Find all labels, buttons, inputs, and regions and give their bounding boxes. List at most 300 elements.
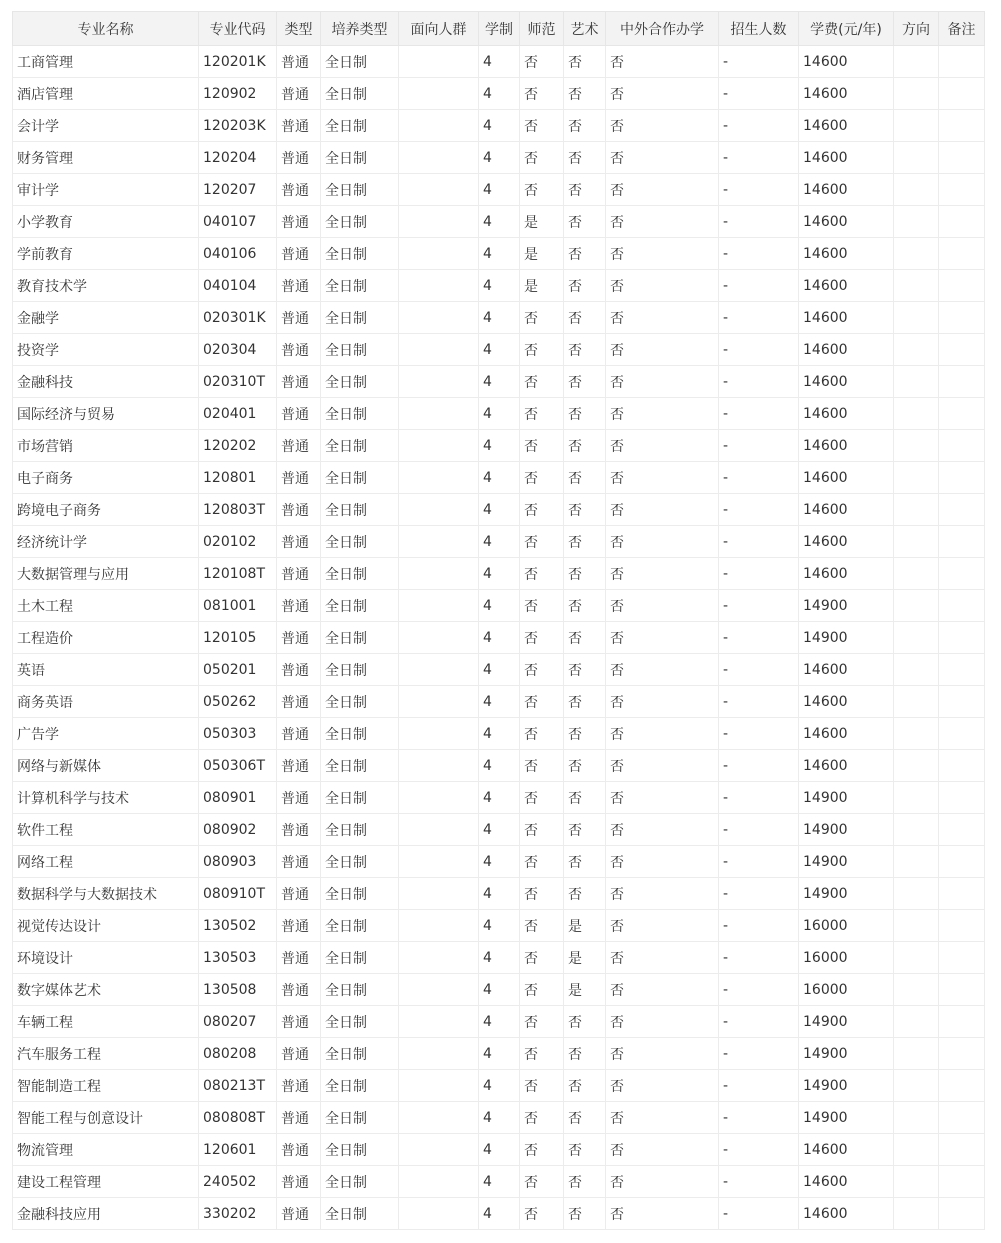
- col-major-code-cell: 080901: [199, 782, 277, 814]
- col-remarks-cell: [939, 814, 985, 846]
- col-major-code-cell: 330202: [199, 1198, 277, 1230]
- col-major-code-cell: 120803T: [199, 494, 277, 526]
- col-major-code-cell: 120207: [199, 174, 277, 206]
- col-sino-foreign-cell: 否: [606, 878, 719, 910]
- col-training-type-cell: 全日制: [321, 1070, 399, 1102]
- col-audience-cell: [399, 526, 479, 558]
- col-direction-cell: [894, 622, 939, 654]
- col-duration-cell: 4: [479, 1134, 520, 1166]
- col-major-code-cell: 080808T: [199, 1102, 277, 1134]
- col-remarks-cell: [939, 334, 985, 366]
- col-major-name-cell: 学前教育: [13, 238, 199, 270]
- col-normal-school-cell: 否: [520, 78, 564, 110]
- col-audience-cell: [399, 142, 479, 174]
- col-tuition-cell: 14600: [799, 654, 894, 686]
- col-tuition-cell: 14600: [799, 174, 894, 206]
- col-major-code-cell: 080902: [199, 814, 277, 846]
- col-direction-cell: [894, 366, 939, 398]
- col-training-type-cell: 全日制: [321, 782, 399, 814]
- col-normal-school-cell: 否: [520, 782, 564, 814]
- col-training-type-cell: 全日制: [321, 462, 399, 494]
- col-normal-school-cell: 否: [520, 462, 564, 494]
- col-training-type-cell: 全日制: [321, 302, 399, 334]
- col-duration-cell: 4: [479, 974, 520, 1006]
- col-art-cell: 否: [564, 494, 606, 526]
- col-training-type-cell: 全日制: [321, 654, 399, 686]
- col-tuition-cell: 14600: [799, 206, 894, 238]
- col-duration-cell: 4: [479, 110, 520, 142]
- col-direction-cell: [894, 270, 939, 302]
- col-normal-school-cell: 否: [520, 398, 564, 430]
- table-row: [13, 558, 985, 590]
- col-major-name-cell: 金融科技应用: [13, 1198, 199, 1230]
- col-type-cell: 普通: [277, 366, 321, 398]
- col-major-name-cell: 投资学: [13, 334, 199, 366]
- col-art-cell: 否: [564, 398, 606, 430]
- col-sino-foreign-cell: 否: [606, 846, 719, 878]
- col-type-cell: 普通: [277, 622, 321, 654]
- col-audience-cell: [399, 110, 479, 142]
- col-enrollment-cell: -: [719, 302, 799, 334]
- col-sino-foreign-cell: 否: [606, 366, 719, 398]
- col-training-type-cell: 全日制: [321, 238, 399, 270]
- col-direction-cell: [894, 110, 939, 142]
- col-audience-cell: [399, 942, 479, 974]
- col-sino-foreign-cell: 否: [606, 654, 719, 686]
- col-remarks-cell: [939, 1070, 985, 1102]
- col-direction-cell: [894, 654, 939, 686]
- table-row: [13, 1038, 985, 1070]
- col-direction-cell: [894, 942, 939, 974]
- col-major-code-header: 专业代码: [199, 12, 277, 46]
- col-audience-cell: [399, 910, 479, 942]
- col-type-cell: 普通: [277, 334, 321, 366]
- col-major-name-cell: 智能制造工程: [13, 1070, 199, 1102]
- col-training-type-cell: 全日制: [321, 110, 399, 142]
- col-direction-cell: [894, 1198, 939, 1230]
- col-major-name-cell: 土木工程: [13, 590, 199, 622]
- col-major-code-cell: 050306T: [199, 750, 277, 782]
- col-normal-school-cell: 是: [520, 238, 564, 270]
- col-major-code-cell: 080213T: [199, 1070, 277, 1102]
- col-remarks-cell: [939, 110, 985, 142]
- col-enrollment-cell: -: [719, 718, 799, 750]
- col-major-code-cell: 120801: [199, 462, 277, 494]
- col-direction-cell: [894, 1166, 939, 1198]
- major-table-container: [12, 11, 984, 1230]
- col-tuition-cell: 14600: [799, 302, 894, 334]
- col-direction-cell: [894, 174, 939, 206]
- col-art-cell: 是: [564, 942, 606, 974]
- col-direction-cell: [894, 1134, 939, 1166]
- col-duration-cell: 4: [479, 46, 520, 78]
- col-audience-cell: [399, 366, 479, 398]
- col-training-type-cell: 全日制: [321, 430, 399, 462]
- col-enrollment-cell: -: [719, 1070, 799, 1102]
- col-type-cell: 普通: [277, 302, 321, 334]
- col-enrollment-cell: -: [719, 270, 799, 302]
- col-direction-cell: [894, 974, 939, 1006]
- col-enrollment-cell: -: [719, 622, 799, 654]
- col-audience-cell: [399, 590, 479, 622]
- col-training-type-cell: 全日制: [321, 942, 399, 974]
- col-major-name-cell: 工商管理: [13, 46, 199, 78]
- table-row: [13, 878, 985, 910]
- col-training-type-cell: 全日制: [321, 1134, 399, 1166]
- table-row: [13, 718, 985, 750]
- col-training-type-cell: 全日制: [321, 174, 399, 206]
- col-enrollment-cell: -: [719, 878, 799, 910]
- col-art-cell: 否: [564, 558, 606, 590]
- col-sino-foreign-cell: 否: [606, 494, 719, 526]
- col-direction-cell: [894, 1038, 939, 1070]
- col-sino-foreign-cell: 否: [606, 174, 719, 206]
- table-row: [13, 622, 985, 654]
- col-normal-school-cell: 否: [520, 334, 564, 366]
- col-type-cell: 普通: [277, 238, 321, 270]
- table-row: [13, 494, 985, 526]
- col-art-cell: 否: [564, 718, 606, 750]
- col-remarks-cell: [939, 366, 985, 398]
- col-major-name-cell: 智能工程与创意设计: [13, 1102, 199, 1134]
- col-type-cell: 普通: [277, 590, 321, 622]
- col-major-code-cell: 080910T: [199, 878, 277, 910]
- col-tuition-cell: 14600: [799, 142, 894, 174]
- col-art-cell: 否: [564, 1102, 606, 1134]
- col-audience-cell: [399, 1006, 479, 1038]
- col-remarks-cell: [939, 1038, 985, 1070]
- col-major-name-cell: 小学教育: [13, 206, 199, 238]
- col-type-cell: 普通: [277, 270, 321, 302]
- col-major-name-header: 专业名称: [13, 12, 199, 46]
- col-sino-foreign-cell: 否: [606, 750, 719, 782]
- col-tuition-cell: 14600: [799, 558, 894, 590]
- col-normal-school-cell: 否: [520, 718, 564, 750]
- col-audience-cell: [399, 718, 479, 750]
- col-direction-cell: [894, 78, 939, 110]
- col-type-cell: 普通: [277, 1198, 321, 1230]
- col-major-name-cell: 大数据管理与应用: [13, 558, 199, 590]
- col-tuition-cell: 14600: [799, 1198, 894, 1230]
- major-table: [12, 11, 985, 1230]
- col-sino-foreign-cell: 否: [606, 1134, 719, 1166]
- col-type-cell: 普通: [277, 398, 321, 430]
- col-training-type-cell: 全日制: [321, 974, 399, 1006]
- col-enrollment-cell: -: [719, 1134, 799, 1166]
- col-audience-cell: [399, 750, 479, 782]
- col-enrollment-cell: -: [719, 590, 799, 622]
- table-row: [13, 846, 985, 878]
- col-duration-cell: 4: [479, 174, 520, 206]
- col-major-code-cell: 080903: [199, 846, 277, 878]
- col-art-cell: 否: [564, 686, 606, 718]
- col-enrollment-cell: -: [719, 430, 799, 462]
- col-audience-cell: [399, 46, 479, 78]
- col-enrollment-header: 招生人数: [719, 12, 799, 46]
- table-row: [13, 1006, 985, 1038]
- col-sino-foreign-cell: 否: [606, 686, 719, 718]
- col-art-cell: 否: [564, 782, 606, 814]
- col-major-code-cell: 040104: [199, 270, 277, 302]
- col-audience-cell: [399, 206, 479, 238]
- table-row: [13, 398, 985, 430]
- col-tuition-header: 学费(元/年): [799, 12, 894, 46]
- col-audience-cell: [399, 1038, 479, 1070]
- col-major-name-cell: 酒店管理: [13, 78, 199, 110]
- col-major-name-cell: 教育技术学: [13, 270, 199, 302]
- col-tuition-cell: 14900: [799, 782, 894, 814]
- col-audience-cell: [399, 686, 479, 718]
- col-art-cell: 否: [564, 110, 606, 142]
- table-row: [13, 590, 985, 622]
- col-tuition-cell: 14600: [799, 238, 894, 270]
- col-direction-cell: [894, 782, 939, 814]
- table-row: [13, 366, 985, 398]
- col-remarks-cell: [939, 494, 985, 526]
- col-training-type-cell: 全日制: [321, 910, 399, 942]
- col-training-type-cell: 全日制: [321, 750, 399, 782]
- col-tuition-cell: 14600: [799, 686, 894, 718]
- col-direction-cell: [894, 46, 939, 78]
- table-row: [13, 270, 985, 302]
- col-tuition-cell: 14600: [799, 270, 894, 302]
- col-major-name-cell: 环境设计: [13, 942, 199, 974]
- col-enrollment-cell: -: [719, 174, 799, 206]
- col-art-cell: 是: [564, 974, 606, 1006]
- col-remarks-cell: [939, 78, 985, 110]
- col-remarks-cell: [939, 654, 985, 686]
- col-remarks-cell: [939, 750, 985, 782]
- col-normal-school-cell: 否: [520, 142, 564, 174]
- col-direction-cell: [894, 750, 939, 782]
- col-sino-foreign-cell: 否: [606, 1102, 719, 1134]
- col-major-name-cell: 建设工程管理: [13, 1166, 199, 1198]
- col-normal-school-cell: 否: [520, 974, 564, 1006]
- col-training-type-cell: 全日制: [321, 206, 399, 238]
- col-enrollment-cell: -: [719, 46, 799, 78]
- col-art-cell: 否: [564, 142, 606, 174]
- col-sino-foreign-cell: 否: [606, 1070, 719, 1102]
- col-major-name-cell: 物流管理: [13, 1134, 199, 1166]
- col-tuition-cell: 14900: [799, 1070, 894, 1102]
- col-remarks-cell: [939, 302, 985, 334]
- col-remarks-cell: [939, 1006, 985, 1038]
- col-normal-school-cell: 否: [520, 654, 564, 686]
- col-sino-foreign-cell: 否: [606, 974, 719, 1006]
- col-direction-cell: [894, 494, 939, 526]
- col-training-type-cell: 全日制: [321, 1198, 399, 1230]
- col-enrollment-cell: -: [719, 814, 799, 846]
- col-training-type-cell: 全日制: [321, 622, 399, 654]
- col-sino-foreign-cell: 否: [606, 622, 719, 654]
- col-audience-cell: [399, 558, 479, 590]
- col-direction-cell: [894, 846, 939, 878]
- col-tuition-cell: 14600: [799, 462, 894, 494]
- col-major-code-cell: 120902: [199, 78, 277, 110]
- col-major-name-cell: 数字媒体艺术: [13, 974, 199, 1006]
- col-major-code-cell: 120108T: [199, 558, 277, 590]
- col-remarks-cell: [939, 622, 985, 654]
- col-duration-cell: 4: [479, 1198, 520, 1230]
- table-row: [13, 174, 985, 206]
- col-normal-school-cell: 否: [520, 686, 564, 718]
- col-remarks-cell: [939, 398, 985, 430]
- table-row: [13, 1134, 985, 1166]
- col-major-code-cell: 040107: [199, 206, 277, 238]
- col-direction-cell: [894, 430, 939, 462]
- col-training-type-cell: 全日制: [321, 398, 399, 430]
- col-tuition-cell: 14600: [799, 78, 894, 110]
- col-major-code-cell: 130503: [199, 942, 277, 974]
- col-training-type-cell: 全日制: [321, 78, 399, 110]
- col-type-cell: 普通: [277, 1134, 321, 1166]
- col-enrollment-cell: -: [719, 686, 799, 718]
- col-major-name-cell: 网络工程: [13, 846, 199, 878]
- col-remarks-cell: [939, 942, 985, 974]
- col-normal-school-cell: 否: [520, 814, 564, 846]
- col-audience-cell: [399, 878, 479, 910]
- col-major-code-cell: 020301K: [199, 302, 277, 334]
- col-training-type-cell: 全日制: [321, 526, 399, 558]
- col-audience-cell: [399, 814, 479, 846]
- col-major-code-cell: 120204: [199, 142, 277, 174]
- col-enrollment-cell: -: [719, 1166, 799, 1198]
- col-art-cell: 否: [564, 270, 606, 302]
- col-major-name-cell: 金融学: [13, 302, 199, 334]
- col-remarks-cell: [939, 878, 985, 910]
- col-normal-school-cell: 是: [520, 270, 564, 302]
- col-tuition-cell: 16000: [799, 942, 894, 974]
- col-normal-school-cell: 否: [520, 1070, 564, 1102]
- col-normal-school-cell: 否: [520, 622, 564, 654]
- col-training-type-cell: 全日制: [321, 590, 399, 622]
- col-major-name-cell: 车辆工程: [13, 1006, 199, 1038]
- col-direction-cell: [894, 1006, 939, 1038]
- col-training-type-cell: 全日制: [321, 494, 399, 526]
- col-training-type-cell: 全日制: [321, 142, 399, 174]
- col-enrollment-cell: -: [719, 238, 799, 270]
- col-type-cell: 普通: [277, 78, 321, 110]
- col-tuition-cell: 14600: [799, 398, 894, 430]
- col-training-type-cell: 全日制: [321, 334, 399, 366]
- col-art-header: 艺术: [564, 12, 606, 46]
- col-audience-cell: [399, 174, 479, 206]
- col-enrollment-cell: -: [719, 334, 799, 366]
- col-major-code-cell: 080208: [199, 1038, 277, 1070]
- col-type-cell: 普通: [277, 686, 321, 718]
- col-direction-cell: [894, 334, 939, 366]
- col-major-name-cell: 跨境电子商务: [13, 494, 199, 526]
- col-sino-foreign-cell: 否: [606, 398, 719, 430]
- col-art-cell: 否: [564, 238, 606, 270]
- col-tuition-cell: 14900: [799, 590, 894, 622]
- col-enrollment-cell: -: [719, 1198, 799, 1230]
- col-sino-foreign-cell: 否: [606, 302, 719, 334]
- col-enrollment-cell: -: [719, 910, 799, 942]
- col-tuition-cell: 14600: [799, 494, 894, 526]
- col-direction-cell: [894, 302, 939, 334]
- col-duration-cell: 4: [479, 78, 520, 110]
- col-sino-foreign-cell: 否: [606, 110, 719, 142]
- col-sino-foreign-cell: 否: [606, 558, 719, 590]
- col-art-cell: 否: [564, 1198, 606, 1230]
- col-tuition-cell: 16000: [799, 910, 894, 942]
- col-duration-cell: 4: [479, 942, 520, 974]
- header-row: [13, 12, 985, 46]
- col-enrollment-cell: -: [719, 462, 799, 494]
- col-art-cell: 否: [564, 622, 606, 654]
- col-tuition-cell: 14600: [799, 366, 894, 398]
- col-duration-cell: 4: [479, 558, 520, 590]
- col-art-cell: 否: [564, 846, 606, 878]
- col-audience-cell: [399, 846, 479, 878]
- col-art-cell: 否: [564, 1006, 606, 1038]
- col-remarks-cell: [939, 974, 985, 1006]
- table-row: [13, 1198, 985, 1230]
- col-duration-cell: 4: [479, 494, 520, 526]
- col-normal-school-cell: 否: [520, 558, 564, 590]
- col-art-cell: 否: [564, 1166, 606, 1198]
- col-tuition-cell: 14600: [799, 718, 894, 750]
- col-duration-cell: 4: [479, 366, 520, 398]
- table-row: [13, 814, 985, 846]
- col-art-cell: 否: [564, 462, 606, 494]
- col-audience-cell: [399, 78, 479, 110]
- col-art-cell: 否: [564, 878, 606, 910]
- col-remarks-cell: [939, 206, 985, 238]
- col-duration-cell: 4: [479, 398, 520, 430]
- col-sino-foreign-cell: 否: [606, 78, 719, 110]
- table-row: [13, 750, 985, 782]
- col-major-code-cell: 240502: [199, 1166, 277, 1198]
- col-type-cell: 普通: [277, 1166, 321, 1198]
- col-tuition-cell: 14900: [799, 622, 894, 654]
- col-direction-header: 方向: [894, 12, 939, 46]
- col-major-name-cell: 市场营销: [13, 430, 199, 462]
- col-duration-cell: 4: [479, 910, 520, 942]
- col-major-code-cell: 020310T: [199, 366, 277, 398]
- table-row: [13, 654, 985, 686]
- col-major-name-cell: 软件工程: [13, 814, 199, 846]
- col-sino-foreign-cell: 否: [606, 782, 719, 814]
- col-audience-cell: [399, 398, 479, 430]
- table-row: [13, 686, 985, 718]
- col-type-cell: 普通: [277, 846, 321, 878]
- table-row: [13, 942, 985, 974]
- col-art-cell: 否: [564, 334, 606, 366]
- col-remarks-header: 备注: [939, 12, 985, 46]
- col-enrollment-cell: -: [719, 654, 799, 686]
- col-training-type-cell: 全日制: [321, 1102, 399, 1134]
- col-enrollment-cell: -: [719, 398, 799, 430]
- col-type-cell: 普通: [277, 494, 321, 526]
- col-enrollment-cell: -: [719, 78, 799, 110]
- col-training-type-cell: 全日制: [321, 686, 399, 718]
- col-audience-cell: [399, 1102, 479, 1134]
- col-art-cell: 否: [564, 750, 606, 782]
- table-row: [13, 1070, 985, 1102]
- col-tuition-cell: 14600: [799, 750, 894, 782]
- col-art-cell: 否: [564, 78, 606, 110]
- col-remarks-cell: [939, 846, 985, 878]
- col-tuition-cell: 14600: [799, 526, 894, 558]
- col-direction-cell: [894, 142, 939, 174]
- col-art-cell: 否: [564, 206, 606, 238]
- col-remarks-cell: [939, 1166, 985, 1198]
- col-tuition-cell: 14600: [799, 1134, 894, 1166]
- col-training-type-cell: 全日制: [321, 558, 399, 590]
- col-type-cell: 普通: [277, 46, 321, 78]
